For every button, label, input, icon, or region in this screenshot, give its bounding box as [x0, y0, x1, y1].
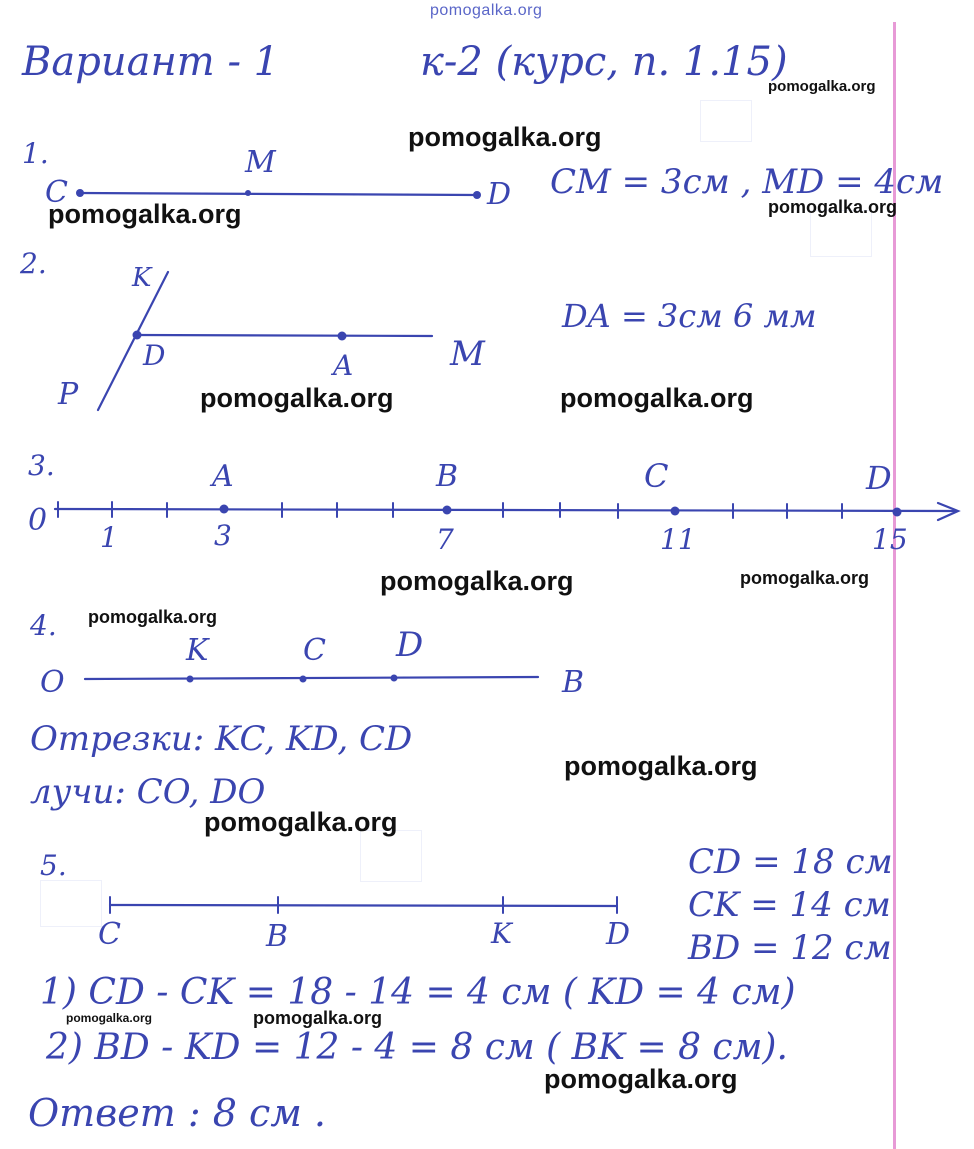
task5-answer: Ответ : 8 см . — [28, 1091, 326, 1135]
task4-label-k: K — [186, 633, 209, 668]
task1-label-d: D — [487, 177, 512, 212]
watermark: pomogalka.org — [48, 199, 242, 229]
task2-label-k: K — [132, 263, 152, 293]
watermark: pomogalka.org — [768, 78, 876, 95]
task3-tick-3: 3 — [214, 519, 232, 552]
watermark: pomogalka.org — [200, 383, 394, 413]
ray-dm — [137, 335, 432, 336]
task5-given-cd: CD = 18 см — [688, 842, 893, 882]
watermark: pomogalka.org — [204, 807, 398, 837]
task3-point-a: A — [212, 459, 234, 494]
segment-cd — [80, 193, 477, 195]
task3-tick-15: 15 — [872, 523, 908, 556]
task1-label-c: C — [45, 175, 68, 210]
task5-given-bd: BD = 12 см — [688, 928, 892, 968]
watermark: pomogalka.org — [740, 568, 870, 588]
watermark: pomogalka.org — [544, 1064, 738, 1094]
work-title: к-2 (курс, п. 1.15) — [420, 39, 788, 85]
task5-given-ck: CK = 14 см — [688, 885, 891, 925]
task3-tick-7: 7 — [436, 523, 454, 556]
task5-step1: 1) CD - CK = 18 - 14 = 4 см ( KD = 4 см) — [40, 972, 796, 1013]
task4-rays: лучи: CO, DO — [30, 772, 266, 812]
task2-given: DA = 3см 6 мм — [562, 297, 817, 335]
number-line — [55, 509, 955, 511]
watermark: pomogalka.org — [380, 566, 574, 596]
task2-label-m: M — [450, 334, 485, 374]
task3-point-d: D — [866, 459, 892, 497]
task5-step2: 2) BD - KD = 12 - 4 = 8 см ( BK = 8 см). — [46, 1027, 788, 1068]
watermark: pomogalka.org — [564, 751, 758, 781]
task2-number: 2. — [20, 247, 47, 280]
task5-number: 5. — [40, 849, 67, 882]
task4-label-b: B — [562, 665, 585, 700]
task2-label-a: A — [333, 349, 354, 382]
task2-label-p: P — [58, 377, 79, 412]
task4-label-d: D — [396, 625, 424, 665]
task3-tick-1: 1 — [100, 521, 118, 554]
variant-title: Вариант - 1 — [22, 39, 280, 85]
watermark: pomogalka.org — [408, 122, 602, 152]
task4-label-o: O — [40, 665, 65, 700]
task1-number: 1. — [22, 137, 49, 170]
task5-label-d: D — [606, 917, 631, 952]
task5-label-b: B — [266, 919, 289, 954]
segment-5-cd — [110, 905, 617, 906]
ray-ob — [85, 677, 538, 679]
task3-number: 3. — [28, 449, 55, 482]
task1-given: CM = 3см , MD = 4см — [550, 162, 944, 202]
task4-segments: Отрезки: KC, KD, CD — [30, 719, 413, 759]
task3-tick-11: 11 — [660, 523, 696, 556]
task5-label-k: K — [491, 917, 512, 950]
task5-label-c: C — [98, 917, 121, 952]
watermark: pomogalka.org — [88, 607, 218, 627]
task3-point-b: B — [436, 459, 459, 494]
task3-point-c: C — [644, 457, 669, 495]
watermark: pomogalka.org — [560, 383, 754, 413]
task4-number: 4. — [30, 609, 57, 642]
task3-origin: 0 — [28, 503, 48, 538]
task2-label-d: D — [143, 339, 166, 372]
watermark-top: pomogalka.org — [430, 2, 543, 19]
task1-label-m: M — [245, 145, 276, 180]
watermark: pomogalka.org — [768, 197, 898, 217]
task4-label-c: C — [303, 633, 326, 668]
watermark: pomogalka.org — [66, 1011, 153, 1025]
watermark: pomogalka.org — [253, 1008, 383, 1028]
